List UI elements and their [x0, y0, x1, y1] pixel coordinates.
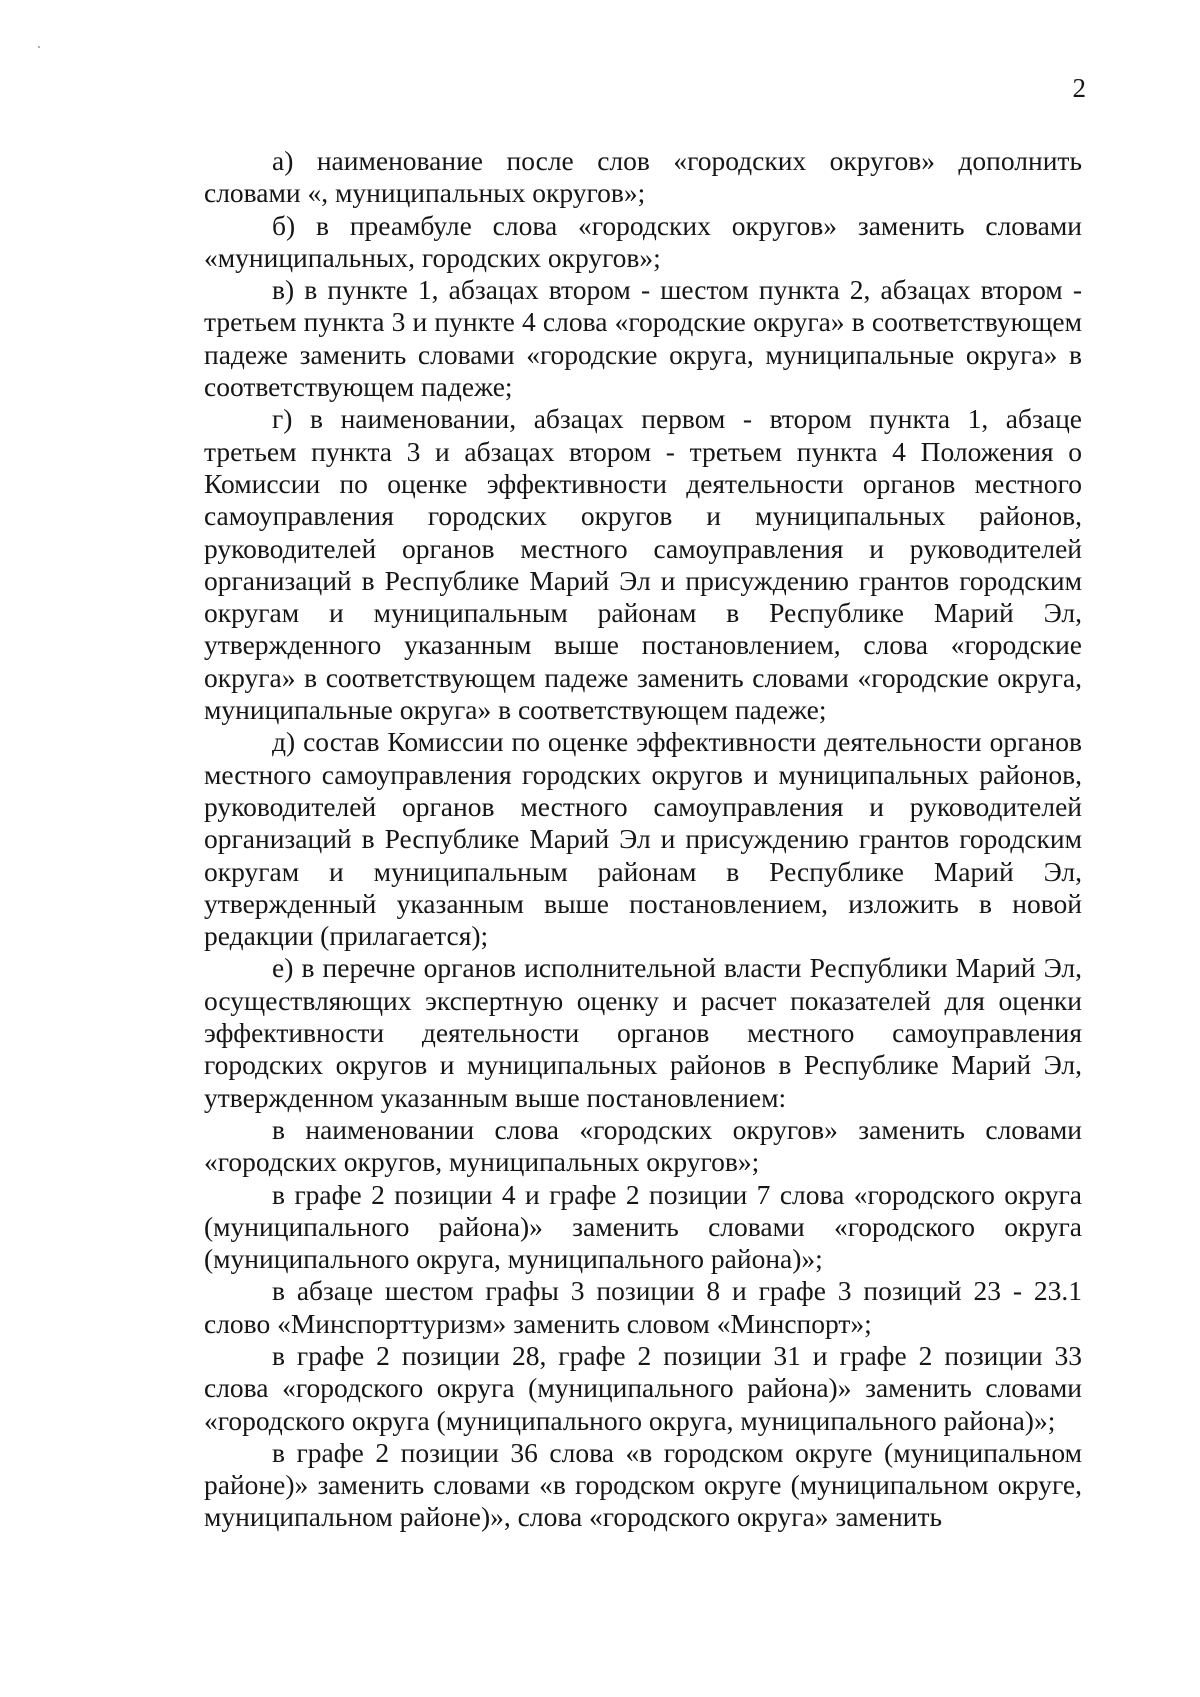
page-number: 2	[1072, 73, 1086, 103]
paragraph-e-3: в абзаце шестом графы 3 позиции 8 и графе 3 позиций 23 - 23.1 слово «Минспорттуризм» заменить словом «Минспорт»;	[204, 1275, 1082, 1339]
paragraph-e-1: в наименовании слова «городских округов» заменить словами «городских округов, муниципальных округов»;	[204, 1113, 1082, 1178]
paragraph-e-5: в графе 2 позиции 36 слова «в городском округе (муниципальном районе)» заменить словами «в городском округе (муниципальном округе, муниципальном районе)», слова «городского округа» заменить	[204, 1436, 1082, 1533]
paragraph-b: б) в преамбуле слова «городских округов» заменить словами «муниципальных, городских округов»;	[204, 209, 1082, 273]
paragraph-a: а) наименование после слов «городских округов» дополнить словами «, муниципальных округов»;	[204, 145, 1082, 209]
paragraph-v: в) в пункте 1, абзацах втором - шестом пункта 2, абзацах втором - третьем пункта 3 и пункте 4 слова «городские округа» в соответствующем падеже заменить словами «городские округа, муниципальные округа» в соответствующем падеже;	[204, 274, 1082, 403]
document-body	[204, 145, 1082, 1534]
paragraph-e-4: в графе 2 позиции 28, графе 2 позиции 31 и графе 2 позиции 33 слова «городского округа (муниципального района)» заменить словами «городского округа (муниципального округа, муниципального района)»;	[204, 1339, 1082, 1436]
paragraph-g: г) в наименовании, абзацах первом - втором пункта 1, абзаце третьем пункта 3 и абзацах втором - третьем пункта 4 Положения о Комиссии по оценке эффективности деятельности органов местного самоуправления городских округов и муниципальных районов, руководителей органов местного самоуправления и руководителей организаций в Республике Марий Эл и присуждению грантов городским округам и муниципальным районам в Республике Марий Эл, утвержденного указанным выше постановлением, слова «городские округа» в соответствующем падеже заменить словами «городские округа, муниципальные округа» в соответствующем падеже;	[204, 403, 1082, 726]
paragraph-e: е) в перечне органов исполнительной власти Республики Марий Эл, осуществляющих экспертную оценку и расчет показателей для оценки эффективности деятельности органов местного самоуправления городских округов и муниципальных районов в Республике Марий Эл, утвержденном указанным выше постановлением:	[204, 952, 1082, 1113]
paragraph-d: д) состав Комиссии по оценке эффективности деятельности органов местного самоуправления городских округов и муниципальных районов, руководителей органов местного самоуправления и руководителей организаций в Республике Марий Эл и присуждению грантов городским округам и муниципальным районам в Республике Марий Эл, утвержденный указанным выше постановлением, изложить в новой редакции (прилагается);	[204, 726, 1082, 952]
paragraph-e-2: в графе 2 позиции 4 и графе 2 позиции 7 слова «городского округа (муниципального района)» заменить словами «городского округа (муниципального округа, муниципального района)»;	[204, 1178, 1082, 1275]
scan-speck	[38, 46, 40, 48]
